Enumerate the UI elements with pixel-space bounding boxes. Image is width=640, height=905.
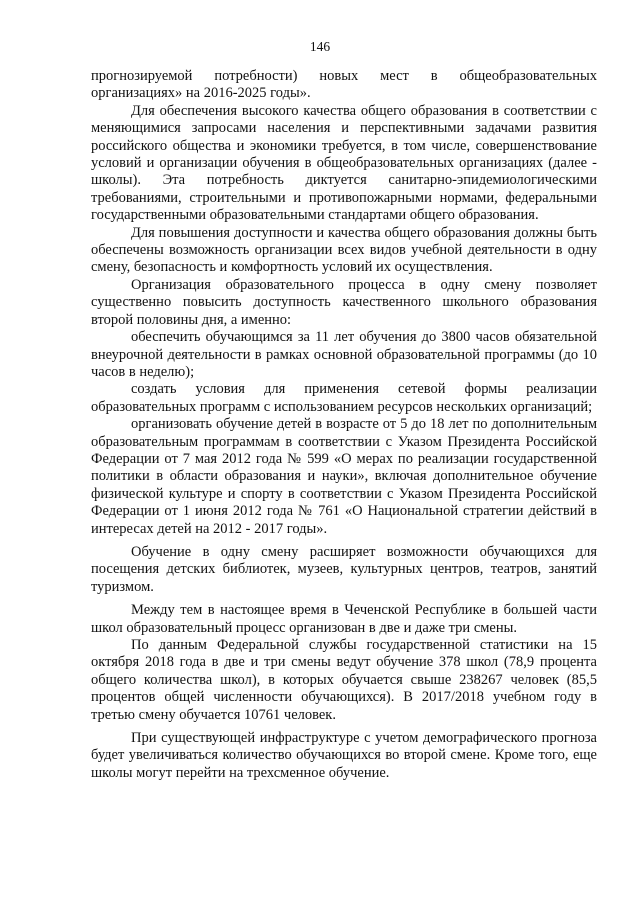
paragraph: Для обеспечения высокого качества общего образования в соответствии с меняющимися запросами населения и перспективными задачами развития российского общества и экономики требуется, в том числе, совершенствование условий и организации обучения в общеобразовательных организациях (далее - школы). Эта потребность диктуется санитарно-эпидемиологическими требованиями, строительными и противопожарными нормами, федеральными государственными образовательными стандартами общего образования. [91, 102, 597, 224]
paragraph: По данным Федеральной службы государственной статистики на 15 октября 2018 года в две и три смены ведут обучение 378 школ (78,9 процента общего количества школ), в которых обучается свыше 238267 человек (85,5 процентов общей численности обучающихся). В 2017/2018 учебном году в третью смену обучается 10761 человек. [91, 637, 597, 723]
list-item: обеспечить обучающимся за 11 лет обучения до 3800 часов обязательной внеурочной деятельности в рамках основной образовательной программы (до 10 часов в неделю); [91, 329, 597, 380]
paragraph: При существующей инфраструктуре с учетом демографического прогноза будет увеличиваться количество обучающихся во второй смене. Кроме того, еще школы могут перейти на трехсменное обучение. [91, 730, 597, 781]
paragraph: Между тем в настоящее время в Чеченской Республике в большей части школ образовательный процесс организован в две и даже три смены. [91, 602, 597, 636]
list-item: организовать обучение детей в возрасте от 5 до 18 лет по дополнительным образовательным программам в соответствии с Указом Президента Российской Федерации от 7 мая 2012 года № 599 «О мерах по реализации государственной политики в области образования и науки», включая дополнительное обучение физической культуре и спорту в соответствии с Указом Президента Российской Федерации от 1 июня 2012 года № 761 «О Национальной стратегии действий в интересах детей на 2012 - 2017 годы». [91, 416, 597, 537]
document-body [91, 68, 597, 782]
paragraph: Организация образовательного процесса в одну смену позволяет существенно повысить доступность качественного школьного образования второй половины дня, а именно: [91, 276, 597, 328]
paragraph: Обучение в одну смену расширяет возможности обучающихся для посещения детских библиотек, музеев, культурных центров, театров, занятий туризмом. [91, 543, 597, 595]
paragraph: Для повышения доступности и качества общего образования должны быть обеспечены возможность организации всех видов учебной деятельности в одну смену, безопасность и комфортность условий их осуществления. [91, 224, 597, 276]
page-number: 146 [309, 39, 331, 54]
paragraph-continuation: прогнозируемой потребности) новых мест в общеобразовательных организациях» на 2016-2025 годы». [91, 68, 597, 102]
list-item: создать условия для применения сетевой формы реализации образовательных программ с использованием ресурсов нескольких организаций; [91, 381, 597, 415]
